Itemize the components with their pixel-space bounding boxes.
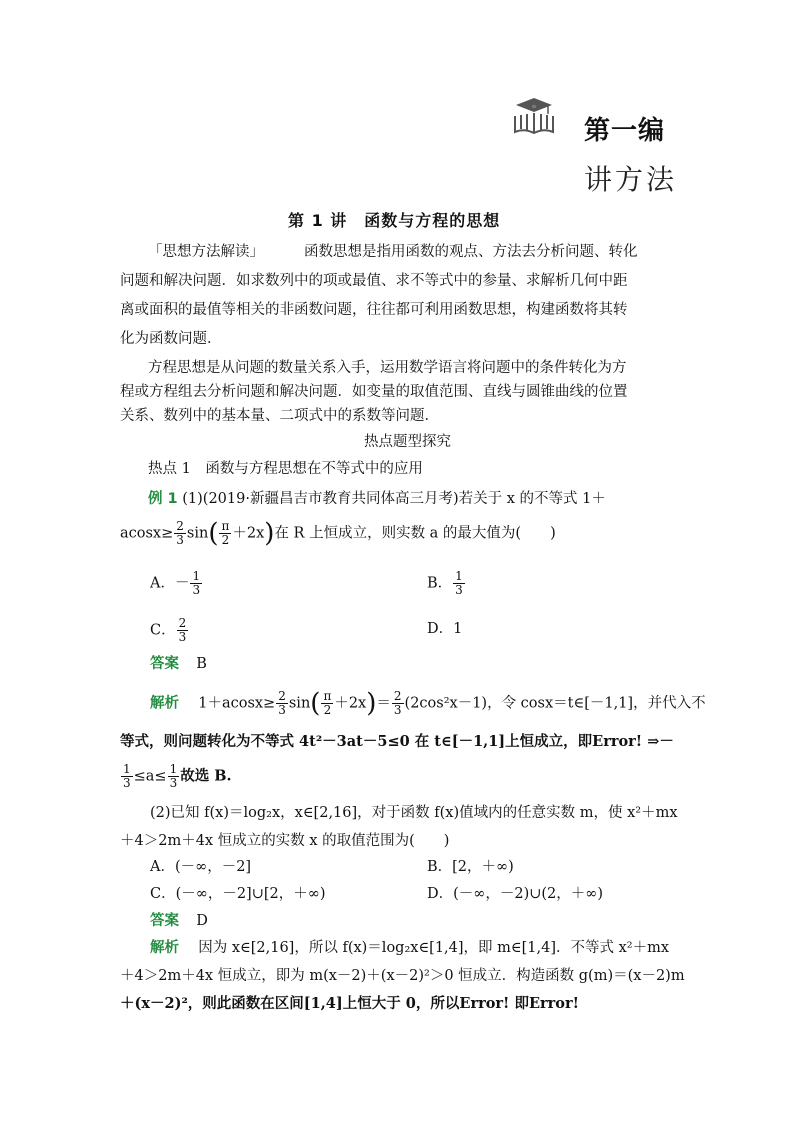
option-a: A．－ $\frac{1}{3}$ <box>150 569 201 597</box>
q2-option-d: D．(－∞，－2)∪(2，＋∞) <box>427 886 604 902</box>
solution-label: 解析 <box>150 940 179 956</box>
intro-p2-line-1: 方程思想是从问题的数量关系入手，运用数学语言将问题中的条件转化为方 <box>148 360 627 376</box>
question-2-line-1: (2)已知 f(x)＝log₂x，x∈[2,16]，对于函数 f(x)值域内的任意实数 m，使 x²＋mx <box>150 805 678 821</box>
section-heading: 热点题型探究 <box>364 434 451 450</box>
book-cap-logo-icon <box>512 96 556 140</box>
solution-label: 解析 <box>150 695 179 712</box>
example-1-line-2: acosx≥ $\frac{2}{3}$ sin( $\frac{\pi}{2}$ ＋2x)在 R 上恒成立，则实数 a 的最大值为( ) <box>120 518 556 549</box>
solution-2-line-3: ＋(x－2)²，则此函数在区间[1,4]上恒大于 0，所以Error! 即Error! <box>120 995 579 1012</box>
option-d: D．1 <box>427 621 463 637</box>
intro-p2-line-2: 程或方程组去分析问题和解决问题．如变量的取值范围、直线与圆锥曲线的位置 <box>120 384 628 400</box>
q2-option-a: A．(－∞，－2] <box>150 859 252 875</box>
solution-1-line-2: 等式，则问题转化为不等式 4t²－3at－5≤0 在 t∈[－1,1]上恒成立，即Error! ⇒－ <box>120 733 674 750</box>
option-c: C． $\frac{2}{3}$ <box>150 616 187 644</box>
fraction: $\frac{1}{3}$ <box>192 569 201 597</box>
intro-text: 函数思想是指用函数的观点、方法去分析问题、转化 <box>304 244 638 260</box>
intro-line-2: 问题和解决问题．如求数列中的项或最值、求不等式中的参量、求解析几何中距 <box>120 273 628 289</box>
fraction: $\frac{2}{3}$ <box>176 519 184 547</box>
part-title: 第一编 <box>584 116 666 146</box>
answer-2 <box>150 911 208 931</box>
example-1-line-1 <box>148 489 606 509</box>
fraction: $\frac{1}{3}$ <box>169 762 178 790</box>
intro-line-1 <box>148 242 638 262</box>
answer-value: D <box>196 913 208 929</box>
answer-label: 答案 <box>150 656 179 672</box>
fraction: $\frac{1}{3}$ <box>123 762 131 790</box>
solution-1-line-1: 解析 1＋acosx≥ $\frac{2}{3}$ sin( $\frac{\pi}{2}$ ＋2x)＝ $\frac{2}{3}$ (2cos²x－1)，令 cosx＝t∈[－1,1]，并代入不 <box>150 688 706 719</box>
answer-label: 答案 <box>150 913 179 929</box>
solution-2-line-2: ＋4＞2m＋4x 恒成立，即为 m(x－2)＋(x－2)²＞0 恒成立．构造函数 g(m)＝(x－2)m <box>120 968 685 984</box>
intro-line-4: 化为函数问题． <box>120 331 222 347</box>
q2-option-c: C．(－∞，－2]∪[2，＋∞) <box>150 886 326 902</box>
fraction: $\frac{2}{3}$ <box>178 616 187 644</box>
intro-line-3: 离或面积的最值等相关的非函数问题，往往都可利用函数思想，构建函数将其转 <box>120 302 628 318</box>
example-label: 例 1 <box>148 491 178 507</box>
fraction: $\frac{\pi}{2}$ <box>323 689 332 717</box>
intro-label: 「思想方法解读」 <box>148 244 264 260</box>
answer-1 <box>150 654 207 674</box>
fraction: $\frac{\pi}{2}$ <box>221 519 230 547</box>
question-text: 在 R 上恒成立，则实数 a 的最大值为( ) <box>274 525 556 542</box>
intro-p2-line-3: 关系、数列中的基本量、二项式中的系数等问题． <box>120 408 439 424</box>
lecture-title: 第 1 讲 函数与方程的思想 <box>288 211 501 230</box>
q2-option-b: B．[2，＋∞) <box>427 859 514 875</box>
question-text: (1)(2019·新疆昌吉市教育共同体高三月考)若关于 x 的不等式 1＋ <box>182 491 606 507</box>
part-subtitle: 讲方法 <box>584 163 678 196</box>
question-2-line-2: ＋4＞2m＋4x 恒成立的实数 x 的取值范围为( ) <box>120 833 450 849</box>
answer-value: B <box>196 656 207 672</box>
question-text: acosx≥ <box>120 525 174 542</box>
fraction: $\frac{1}{3}$ <box>455 569 463 597</box>
solution-1-line-3: $\frac{1}{3}$ ≤a≤ $\frac{1}{3}$ 故选 B. <box>123 762 232 790</box>
fraction: $\frac{2}{3}$ <box>393 689 402 717</box>
question-text: sin <box>186 525 209 542</box>
fraction: $\frac{2}{3}$ <box>278 689 286 717</box>
option-b: B． $\frac{1}{3}$ <box>427 569 463 597</box>
solution-2-line-1: 解析 因为 x∈[2,16]，所以 f(x)＝log₂x∈[1,4]，即 m∈[1,4]．不等式 x²＋mx <box>150 940 670 956</box>
hotspot-heading: 热点 1 函数与方程思想在不等式中的应用 <box>148 461 423 477</box>
